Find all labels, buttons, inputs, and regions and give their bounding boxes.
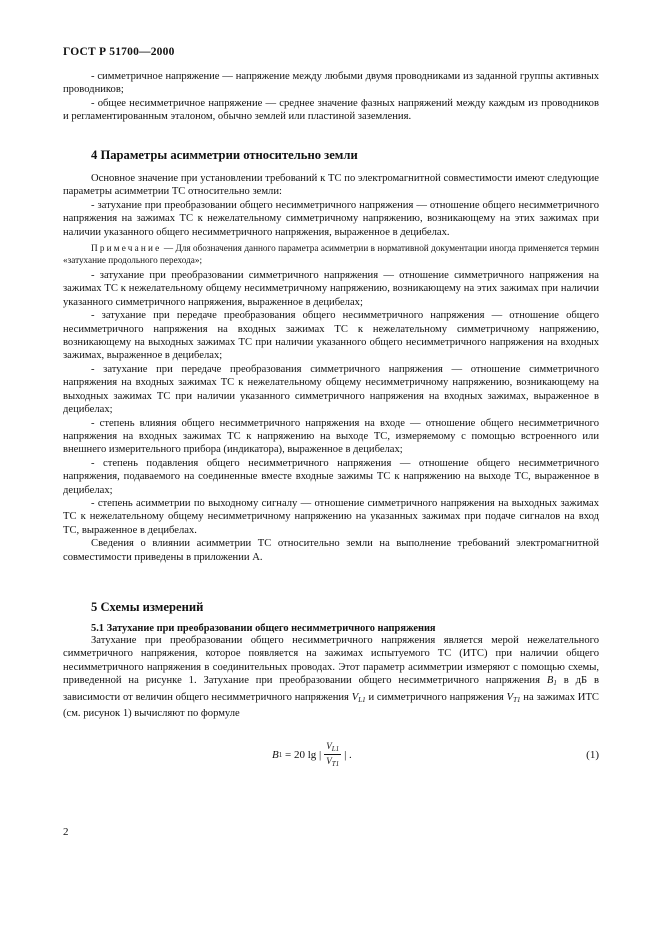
formula-number: (1) bbox=[586, 749, 599, 761]
section-4-lead: Основное значение при установлении требований к ТС по электромагнитной совместимости имеют следующие параметры асимметрии ТС относительно земли: bbox=[63, 173, 599, 198]
intro-item: - симметричное напряжение — напряжение между любыми двумя проводниками из заданной группы активных проводников; bbox=[63, 71, 599, 96]
note-text: — Для обозначения данного параметра асимметрии в нормативной документации иногда применяется термин «затухание продольного перехода»; bbox=[63, 243, 599, 266]
page-header: ГОСТ Р 51700—2000 bbox=[63, 46, 175, 58]
section-4 bbox=[63, 148, 599, 564]
subsection-5-1-text: Затухание при преобразовании общего несимметричного напряжения является мерой нежелательного симметричного напряжения, которое появляется на зажимах испытуемого ТС (ИТС) при наличии общего несимметричного напряжения в соединительных проводах. Этот параметр асимметрии измеряют с помощью схемы, приведенной на рисунке 1. Затухание при преобразовании общего несимметричного напряжения $B_1$ в дБ в зависимости от величин общего несимметричного напряжения $V_{L1}$ и симметричного напряжения $V_{T1}$ на зажимах ИТС (см. рисунок 1) вычисляют по формуле bbox=[63, 635, 599, 720]
param-item: - степень подавления общего несимметричного напряжения — отношение общего несимметричного напряжения, подаваемого на соединенные вместе входные зажимы ТС к напряжению на выходе ТС, выраженное в децибелах; bbox=[63, 457, 599, 496]
param-item: - затухание при преобразовании симметричного напряжения — отношение симметричного напряжения на зажимах ТС к нежелательному общему несимметричному напряжению, возникающему на этих зажимах при наличии указанного симметричного напряжения, выраженное в децибелах; bbox=[63, 270, 599, 308]
section-5 bbox=[63, 600, 599, 720]
param-item: - затухание при передаче преобразования симметричного напряжения — отношение симметричного напряжения на входных зажимах ТС к нежелательному общему несимметричному напряжению, возникающему на выходных зажимах ТС при наличии указанного симметричного напряжения на входных зажимах, выраженное в децибелах; bbox=[63, 363, 599, 416]
note bbox=[63, 242, 599, 266]
page-number: 2 bbox=[63, 826, 69, 838]
intro-block bbox=[63, 70, 599, 124]
intro-item: - общее несимметричное напряжение — среднее значение фазных напряжений между каждым из проводников и регламентированным эталоном, обычно землей или пластиной заземления. bbox=[63, 97, 599, 123]
param-item: - затухание при передаче преобразования общего несимметричного напряжения — отношение общего несимметричного напряжения на входных зажимах ТС к нежелательному симметричному напряжению, возникающему на выходных зажимах ТС при наличии указанного общего несимметричного напряжения на входных зажимах, выраженное в децибелах; bbox=[63, 310, 599, 362]
subsection-5-1-title: 5.1 Затухание при преобразовании общего несимметричного напряжения bbox=[91, 623, 436, 634]
section-5-title: 5 Схемы измерений bbox=[91, 600, 204, 614]
param-item: - затухание при преобразовании общего несимметричного напряжения — отношение общего несимметричного напряжения на зажимах ТС к нежелательному симметричному напряжению, возникающему на этих зажимах при наличии указанного общего несимметричного напряжения, выраженное в децибелах. bbox=[63, 199, 599, 238]
note-label: Примечание bbox=[91, 243, 162, 254]
section-4-closing: Сведения о влиянии асимметрии ТС относительно земли на выполнение требований электромагнитной совместимости приведены в приложении А. bbox=[63, 538, 599, 563]
section-4-title: 4 Параметры асимметрии относительно земли bbox=[91, 148, 358, 162]
param-item: - степень влияния общего несимметричного напряжения на входе — отношение общего несимметричного напряжения на входных зажимах ТС к напряжению на выходе ТС, измеряемому с помощью встроенного или внешнего измерительного прибора (индикатора), выраженное в децибелах; bbox=[63, 417, 599, 456]
formula-fraction: $\frac{V_{L1}}{V_{T1}}$ bbox=[326, 741, 340, 768]
formula-expression: B 1 = 20 lg | $\frac{V_{L1}}{V_{T1}}$ | . bbox=[272, 741, 352, 768]
formula-1 bbox=[63, 737, 599, 773]
param-item: - степень асимметрии по выходному сигналу — отношение симметричного напряжения на выходных зажимах ТС к нежелательному общему несимметричному напряжению на указанных зажимах при подаче сигналов на вход ТС, выраженное в децибелах. bbox=[63, 497, 599, 536]
